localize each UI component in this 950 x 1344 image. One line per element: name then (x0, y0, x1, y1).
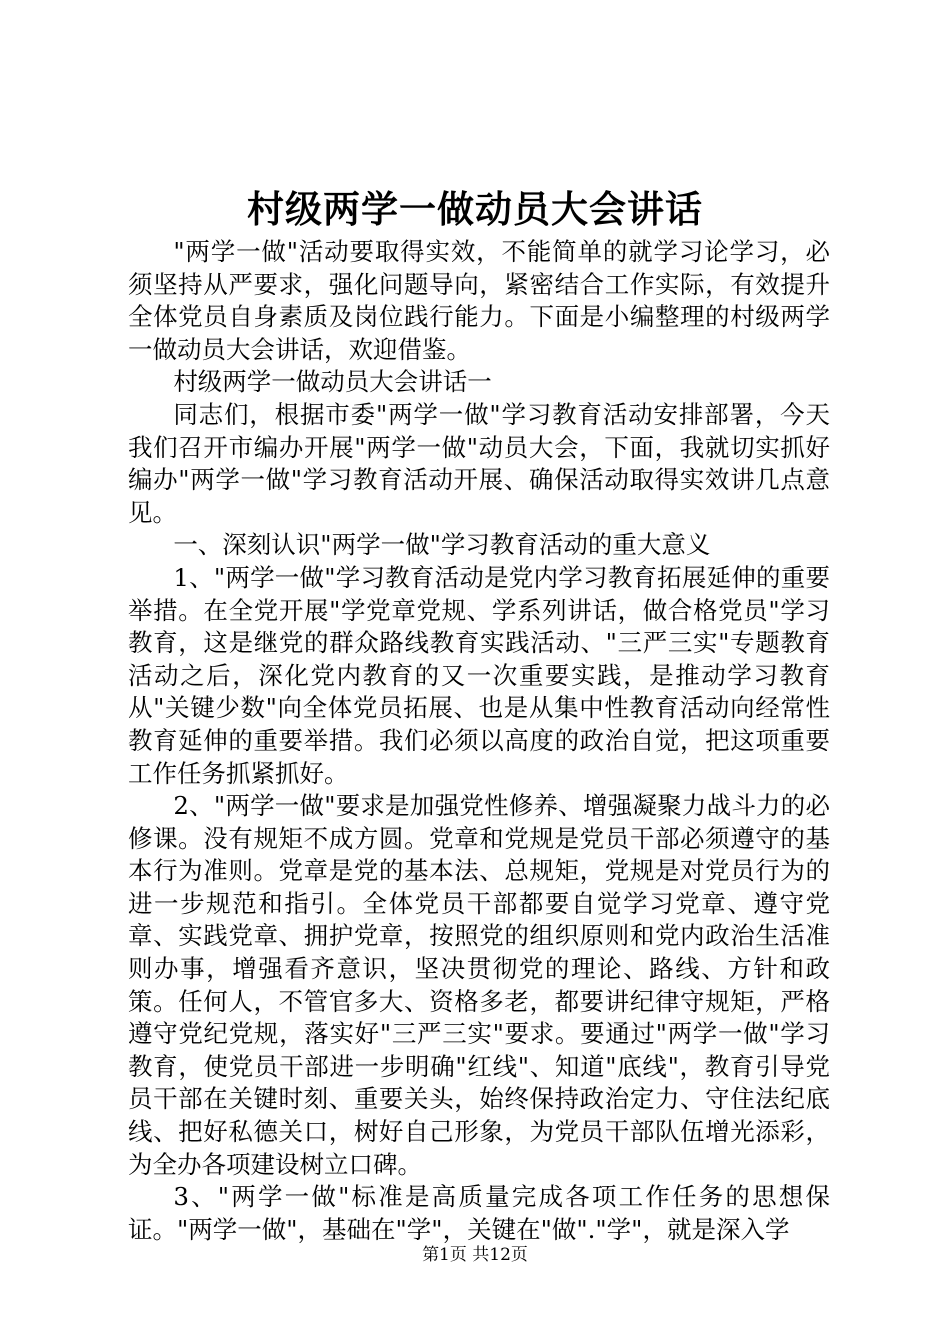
point-2-paragraph: 2、"两学一做"要求是加强党性修养、增强凝聚力战斗力的必修课。没有规矩不成方圆。党章和党规是党员干部必须遵守的基本行为准则。党章是党的基本法、总规矩，党规是对党员行为的进一步规范和指引。全体党员干部都要自觉学习党章、遵守党章、实践党章、拥护党章，按照党的组织原则和党内政治生活准则办事，增强看齐意识，坚决贯彻党的理论、路线、方针和政策。任何人，不管官多大、资格多老，都要讲纪律守规矩，严格遵守党纪党规，落实好"三严三实"要求。要通过"两学一做"学习教育，使党员干部进一步明确"红线"、知道"底线"，教育引导党员干部在关键时刻、重要关头，始终保持政治定力、守住法纪底线、把好私德关口，树好自己形象，为党员干部队伍增光添彩，为全办各项建设树立口碑。 (128, 791, 830, 1179)
page-number-footer: 第1页 共12页 (422, 1245, 528, 1265)
page-title: 村级两学一做动员大会讲话 (247, 187, 703, 231)
point-1-paragraph: 1、"两学一做"学习教育活动是党内学习教育拓展延伸的重要举措。在全党开展"学党章党规、学系列讲话，做合格党员"学习教育，这是继党的群众路线教育实践活动、"三严三实"专题教育活动之后，深化党内教育的又一次重要实践，是推动学习教育从"关键少数"向全体党员拓展、也是从集中性教育活动向经常性教育延伸的重要举措。我们必须以高度的政治自觉，把这项重要工作任务抓紧抓好。 (128, 562, 830, 788)
document-body (128, 236, 830, 1246)
point-3-paragraph: 3、"两学一做"标准是高质量完成各项工作任务的思想保证。"两学一做"，基础在"学"，关键在"做"."学"，就是深入学 (128, 1182, 830, 1244)
greeting-paragraph: 同志们，根据市委"两学一做"学习教育活动安排部署，今天我们召开市编办开展"两学一做"动员大会，下面，我就切实抓好编办"两学一做"学习教育活动开展、确保活动取得实效讲几点意见。 (128, 399, 830, 527)
speech-heading: 村级两学一做动员大会讲话一 (173, 367, 492, 397)
section-heading: 一、深刻认识"两学一做"学习教育活动的重大意义 (173, 530, 711, 560)
intro-paragraph: "两学一做"活动要取得实效，不能简单的就学习论学习，必须坚持从严要求，强化问题导向，紧密结合工作实际，有效提升全体党员自身素质及岗位践行能力。下面是小编整理的村级两学一做动员大会讲话，欢迎借鉴。 (128, 237, 830, 364)
